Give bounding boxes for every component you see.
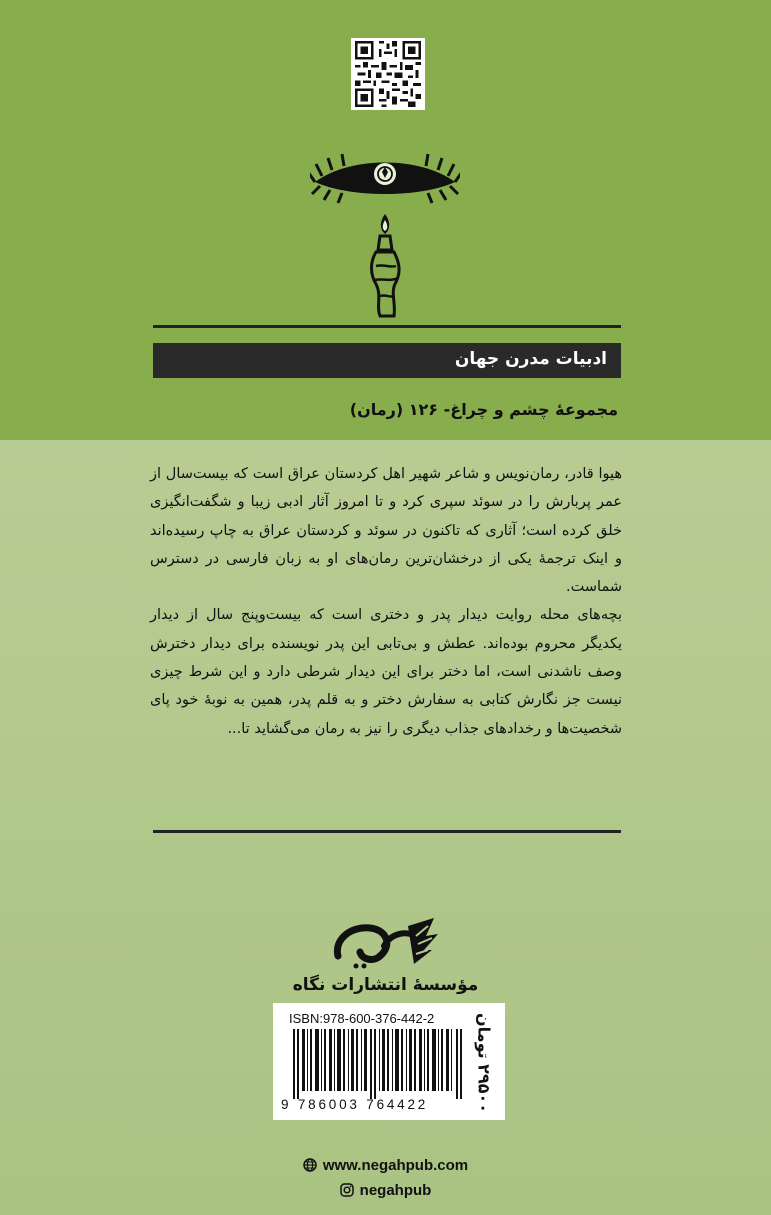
series-band-title: ادبیات مدرن جهان [454, 349, 607, 369]
negah-logo-icon [330, 916, 440, 972]
barcode-label [273, 1003, 505, 1120]
blurb [150, 460, 622, 743]
blurb-paragraph-1: هیوا قادر، رمان‌نویس و شاعر شهیر اهل کردستان عراق است که بیست‌سال از عمر پربارش را در سوئد سپری کرد و تا امروز آثار ادبی زیبا و شگفت‌انگیزی خلق کرده است؛ آثاری که تاکنون در سوئد و کردستان عراق به چاپ رسیده‌اند و اینک ترجمهٔ یکی از درخشان‌ترین رمان‌های او به زبان فارسی در دسترس شماست. [150, 466, 622, 596]
instagram-handle[interactable]: negahpub [359, 1182, 432, 1199]
instagram-icon [340, 1183, 354, 1197]
blurb-paragraph-2: بچه‌های محله روایت دیدار پدر و دختری است که بیست‌وپنج سال از دیدار یکدیگر محروم بوده‌اند. عطش و بی‌تابی این پدر نویسنده برای دیدار دخترش وصف ناشدنی است، اما دختر برای این دیدار شرطی دارد و این شرط چیزی نیست جز نگارش کتابی به سفارش دختر و به قلم پدر، همین به نوبهٔ خود پای شخصیت‌ها و رخدادهای جذاب دیگری را نیز به رمان می‌گشاید تا... [150, 607, 622, 737]
eye-lamp-emblem-icon [310, 150, 460, 325]
price-text: ۲۹۵۰۰ تومان [474, 1012, 494, 1114]
price-label [469, 1009, 499, 1117]
isbn-text: ISBN:978-600-376-442-2 [289, 1011, 435, 1026]
barcode-bars [293, 1029, 463, 1099]
series-band [153, 343, 621, 378]
barcode-digits: 9 786003 764422 [281, 1097, 429, 1112]
qr-code-icon [351, 38, 425, 110]
instagram-line[interactable] [0, 1182, 771, 1199]
website-url[interactable]: www.negahpub.com [322, 1157, 469, 1174]
globe-icon [303, 1158, 317, 1172]
series-line: مجموعهٔ چشم و چراغ- ۱۲۶ (رمان) [349, 400, 618, 419]
website-line[interactable] [0, 1157, 771, 1174]
publisher-name: مؤسسهٔ انتشارات نگاه [292, 975, 479, 995]
bottom-divider [153, 830, 621, 833]
top-divider [153, 325, 621, 328]
